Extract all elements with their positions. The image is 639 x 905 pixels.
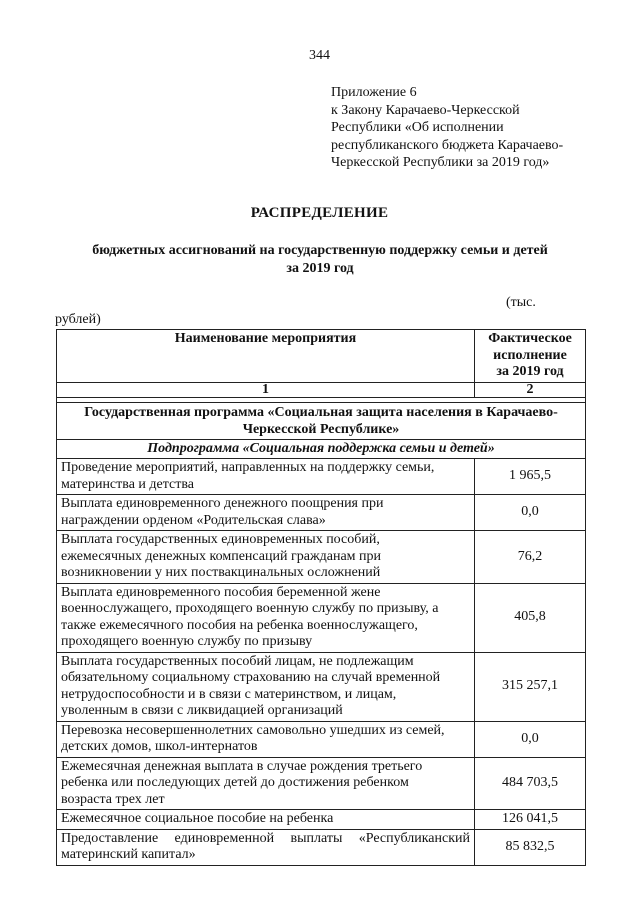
activity-line: Ежемесячное социальное пособие на ребенка [61,811,334,826]
program-title-line: Черкесской Республике» [242,421,400,437]
subprogram-title: Подпрограмма «Социальная поддержка семьи и детей» [57,439,586,459]
document-title: РАСПРЕДЕЛЕНИЕ [250,205,389,221]
table-row [57,810,586,830]
appendix-line: Черкесской Республики за 2019 год» [331,155,550,170]
program-title [57,402,586,439]
table-row [57,829,586,865]
activity-line: возраста трех лет [61,791,165,807]
appendix-line: к Закону Карачаево-Черкесской [331,102,520,118]
actual-amount: 315 257,1 [475,652,586,721]
table-row [57,531,586,584]
activity-name [57,721,475,757]
activity-name [57,652,475,721]
activity-name [57,531,475,584]
appendix-line: Приложение 6 [331,85,417,100]
actual-amount: 405,8 [475,583,586,652]
activity-line: материнский капитал» [61,847,196,862]
program-row [57,402,586,439]
column-number: 2 [475,382,586,397]
activity-line: проходящего военную службу по призыву [61,634,313,649]
activity-line: Ежемесячная денежная выплата в случае рождения третьего [61,758,423,774]
column-number: 1 [57,382,475,397]
activity-name [57,495,475,531]
actual-amount: 484 703,5 [475,757,586,810]
activity-line: Выплата единовременного денежного поощрения при [61,496,384,511]
activity-line: Предоставление единовременной выплаты «Республиканский [61,830,470,846]
appendix-note [331,84,631,172]
subtitle-line: за 2019 год [286,261,354,276]
activity-name [57,459,475,495]
subprogram-row [57,439,586,459]
actual-amount: 85 832,5 [475,829,586,865]
units-label-part2: рублей) [55,312,101,327]
program-title-line: Государственная программа «Социальная защита населения в Карачаево- [84,404,558,420]
actual-amount: 0,0 [475,495,586,531]
units-label-part1: (тыс. [506,295,536,310]
activity-line: обязательному социальному страхованию на случай временной [61,670,441,685]
activity-line: Перевозка несовершеннолетних самовольно ушедших из семей, [61,722,445,738]
page-number: 344 [309,48,330,63]
activity-line: награждении орденом «Родительская слава» [61,512,326,528]
budget-table [56,329,586,866]
header-name-cell: Наименование мероприятия [57,330,475,383]
activity-line: детских домов, школ-интернатов [61,739,258,754]
activity-line: нетрудоспособности и в связи с материнством, и лицам, [61,686,397,702]
actual-amount: 1 965,5 [475,459,586,495]
table-row [57,652,586,721]
table-row [57,757,586,810]
document-subtitle [60,242,580,278]
table-row [57,583,586,652]
header-value-line: Фактическое [488,331,572,346]
activity-line: ребенка или последующих детей до достижения ребенком [61,775,409,790]
activity-line: материнства и детства [61,476,194,492]
table-header-row [57,330,586,383]
header-value-line: исполнение [493,347,567,363]
activity-line: Выплата государственных единовременных пособий, [61,532,380,547]
activity-name [57,583,475,652]
table-row [57,459,586,495]
actual-amount: 76,2 [475,531,586,584]
header-value-cell [475,330,586,383]
activity-line: ежемесячных денежных компенсаций гражданам при [61,548,382,564]
activity-line: военнослужащего, проходящего военную службу по призыву, а [61,601,439,616]
table-row [57,495,586,531]
activity-line: Проведение мероприятий, направленных на поддержку семьи, [61,460,435,475]
activity-line: уволенным в связи с ликвидацией организаций [61,703,343,718]
appendix-line: Республики «Об исполнении [331,120,504,135]
activity-name [57,829,475,865]
header-value-line: за 2019 год [496,364,564,379]
activity-line: Выплата государственных пособий лицам, не подлежащим [61,653,414,669]
activity-name [57,810,475,830]
activity-name [57,757,475,810]
activity-line: также ежемесячного пособия на ребенка военнослужащего, [61,617,418,633]
subtitle-line: бюджетных ассигнований на государственную поддержку семьи и детей [92,243,548,258]
column-number-row [57,382,586,397]
activity-line: возникновении у них поствакцинальных осложнений [61,565,381,580]
actual-amount: 0,0 [475,721,586,757]
actual-amount: 126 041,5 [475,810,586,830]
activity-line: Выплата единовременного пособия беременной жене [61,584,381,600]
table-row [57,721,586,757]
appendix-line: республиканского бюджета Карачаево- [331,137,564,153]
